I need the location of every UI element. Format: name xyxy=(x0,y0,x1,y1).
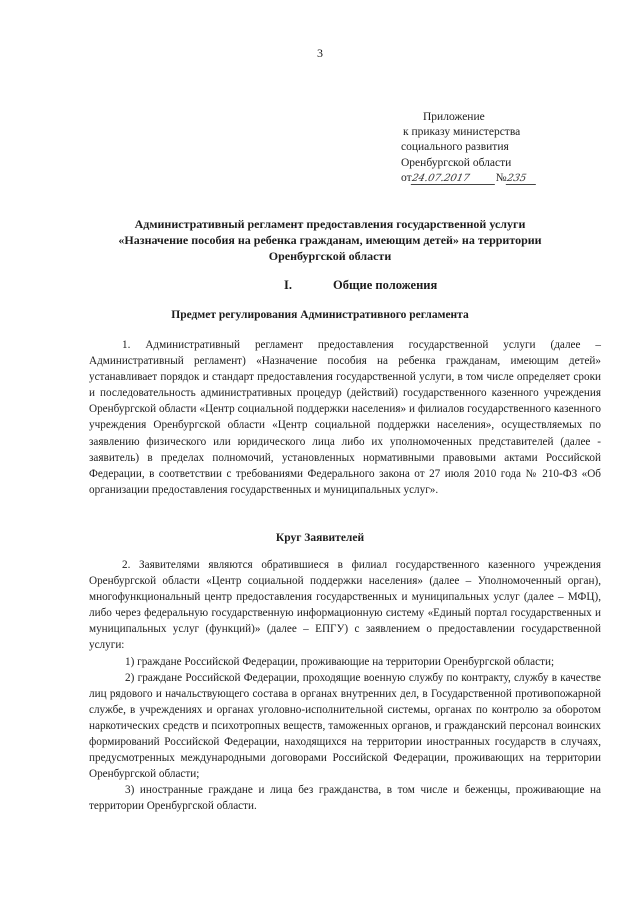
appendix-date-line xyxy=(401,171,537,186)
list-item: 2) граждане Российской Федерации, проходящие военную службу по контракту, службу в качестве лиц рядового и начальствующего состава в органах внутренних дел, в Государственной противопожарной службе, в учреждениях и органах уголовно-исполнительной системы, органах по контролю за оборотом наркотических средств и психотропных веществ, таможенных органов, и гражданский персонал воинских формирований Российской Федерации, находящихся на территории иностранных государств в случаях, предусмотренных международными договорами Российской Федерации, проживающих на территории Оренбургской области; xyxy=(89,671,601,781)
section-number: I. xyxy=(284,278,292,292)
list-item: 3) иностранные граждане и лица без гражданства, в том числе и беженцы, проживающие на территории Оренбургской области. xyxy=(89,784,601,813)
handwritten-date: 24.07.2017 xyxy=(410,173,497,185)
list-item: 1) граждане Российской Федерации, проживающие на территории Оренбургской области; xyxy=(125,655,555,668)
title-line: Оренбургской области xyxy=(268,249,392,263)
paragraph-2-block xyxy=(89,557,601,815)
paragraph-1: 1. Административный регламент предоставления государственной услуги (далее – Административный регламент) «Назначение пособия на ребенка гражданам, имеющим детей» устанавливает порядок и стандарт предоставления государственной услуги, в том числе определяет сроки и последовательность административных процедур (действий) государственного казенного учреждения Оренбургской области «Центр социальной поддержки населения» и филиалов государственного казенного учреждения Оренбургской области «Центр социальной поддержки населения», осуществляемых по заявлению физического или юридического лица либо их уполномоченных представителей (далее - заявитель) в пределах полномочий, установленных нормативными правовыми актами Российской Федерации, в соответствии с требованиями Федерального закона от 27 июля 2010 года № 210-ФЗ «Об организации предоставления государственных и муниципальных услуг». xyxy=(89,339,601,496)
number-prefix: № xyxy=(495,171,507,184)
title-line: Административный регламент предоставления государственной услуги xyxy=(134,217,526,231)
section-title: Общие положения xyxy=(333,278,438,292)
handwritten-number: 235 xyxy=(505,173,538,185)
paragraph-2: 2. Заявителями являются обратившиеся в филиал государственного казенного учреждения Оренбургской области «Центр социальной поддержки населения» (далее – Уполномоченный орган), многофункциональный центр предоставления государственных и муниципальных услуг (далее – МФЦ), либо через федеральную государственную информационную систему «Единый портал государственных и муниципальных услуг (функций)» (далее – ЕПГУ) с заявлением о предоставлении государственной услуги: xyxy=(89,559,601,652)
page-number: 3 xyxy=(317,46,323,60)
paragraph-1-block xyxy=(89,337,601,498)
appendix-block xyxy=(401,110,537,186)
document-title xyxy=(60,216,600,264)
title-line: «Назначение пособия на ребенка гражданам, имеющим детей» на территории xyxy=(118,233,542,247)
date-prefix: от xyxy=(401,171,412,184)
appendix-line: Приложение xyxy=(423,111,485,123)
subsection-heading-subject: Предмет регулирования Административного регламента xyxy=(171,309,469,321)
appendix-line: к приказу министерства xyxy=(403,126,521,139)
appendix-line: социального развития xyxy=(401,141,509,154)
subsection-heading-applicants: Круг Заявителей xyxy=(275,532,365,544)
appendix-line: Оренбургской области xyxy=(401,156,512,169)
